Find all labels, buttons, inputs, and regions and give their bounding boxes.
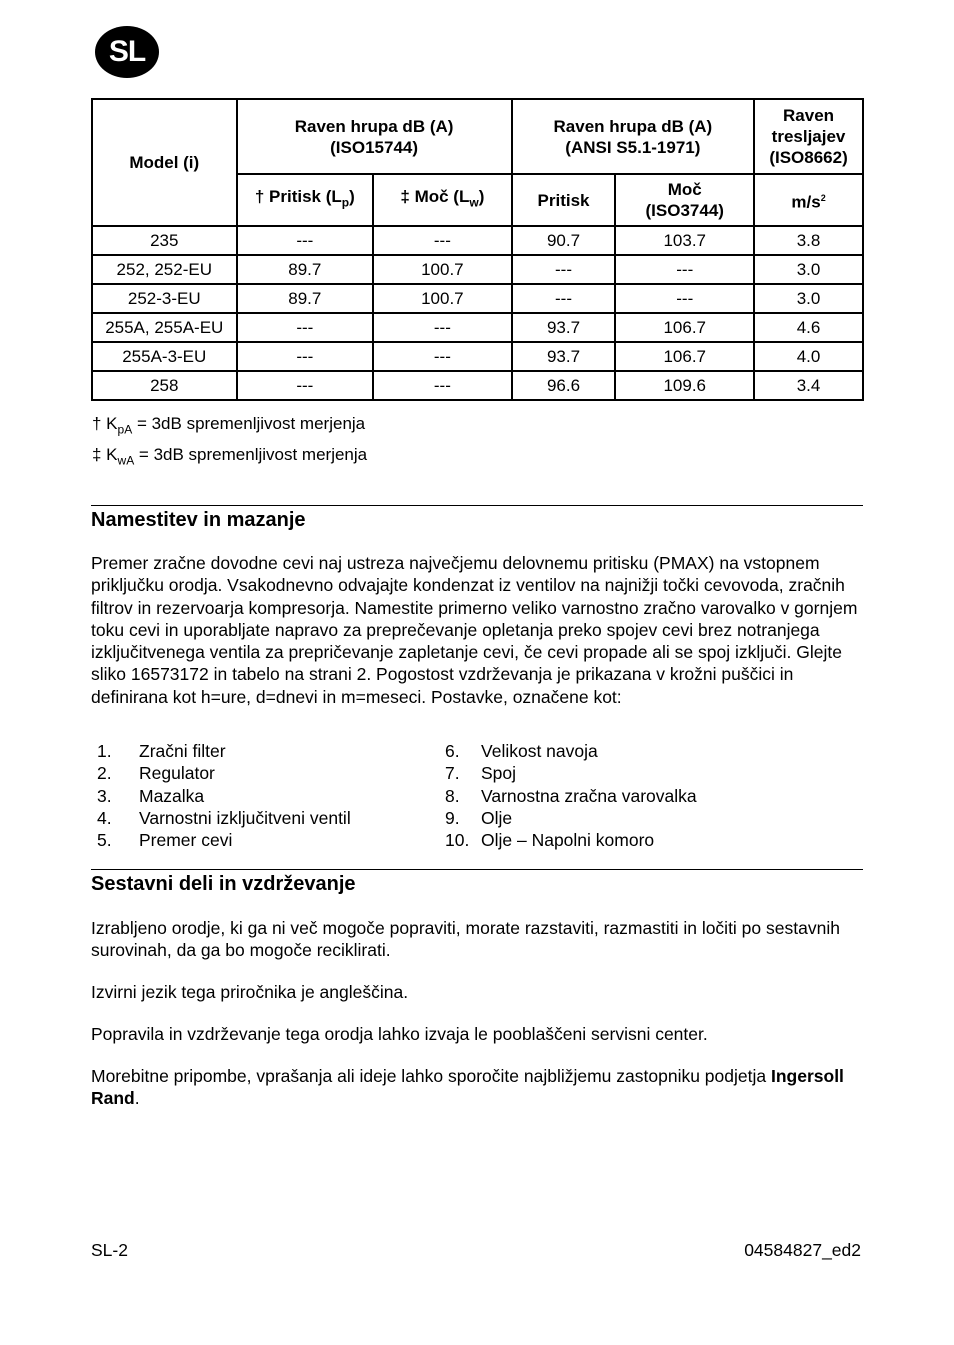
header-pressure-lp: † Pritisk $(L_p)$ (237, 174, 374, 226)
list-item: 1. Zračni filter (97, 741, 226, 761)
table-row (92, 371, 863, 400)
document-code: 04584827_ed2 (744, 1240, 861, 1260)
list-item: 10. Olje – Napolni komoro (445, 830, 655, 851)
table-row (92, 226, 863, 255)
cell-lw: --- (373, 313, 512, 342)
cell-power: 106.7 (615, 342, 754, 371)
table-footnotes (92, 411, 367, 474)
parts-list-left (97, 740, 427, 851)
list-item: 8. Varnostna zračna varovalka (445, 785, 697, 806)
header-power-iso3744: Moč (ISO3744) (615, 174, 754, 226)
cell-power: 109.6 (615, 371, 754, 400)
cell-power: 103.7 (615, 226, 754, 255)
language-badge: SL (95, 26, 159, 78)
cell-power: 106.7 (615, 313, 754, 342)
cell-pressure: 93.7 (512, 342, 616, 371)
list-item: 6. Velikost navoja (445, 741, 598, 761)
maintenance-paragraph-2: Izvirni jezik tega priročnika je angleščina. (91, 982, 409, 1002)
list-item: 5. Premer cevi (97, 830, 233, 851)
maintenance-paragraph-4: Morebitne pripombe, vprašanja ali ideje lahko sporočite najbližjemu zastopniku podjetja Ingersoll Rand. (91, 1066, 844, 1109)
cell-pressure: 96.6 (512, 371, 616, 400)
table-row (92, 342, 863, 371)
maintenance-paragraph-3: Popravila in vzdrževanje tega orodja lahko izvaja le pooblaščeni servisni center. (91, 1024, 708, 1044)
cell-model: 252, 252-EU (92, 255, 237, 284)
parts-list-right (445, 740, 845, 851)
list-item: 7. Spoj (445, 763, 517, 784)
footnote-kpa: † $K_{pA} = 3dB$ spremenljivost merjenja (92, 414, 366, 437)
cell-vibration: 3.0 (754, 255, 863, 284)
header-vibration: Raven tresljajev (ISO8662) (754, 99, 863, 174)
list-item: 3. Mazalka (97, 785, 205, 806)
cell-model: 255A, 255A-EU (92, 313, 237, 342)
cell-vibration: 4.0 (754, 342, 863, 371)
cell-vibration: 4.6 (754, 313, 863, 342)
cell-lp: 89.7 (237, 284, 374, 313)
cell-lp: --- (237, 371, 374, 400)
list-item: 2. Regulator (97, 763, 215, 784)
header-model: Model (i) (92, 99, 237, 226)
cell-lw: --- (373, 226, 512, 255)
table-row (92, 313, 863, 342)
company-name: Ingersoll Rand (91, 1066, 844, 1109)
cell-lw: --- (373, 342, 512, 371)
cell-vibration: 3.8 (754, 226, 863, 255)
cell-model: 258 (92, 371, 237, 400)
cell-model: 255A-3-EU (92, 342, 237, 371)
header-power-lw: ‡ Moč $(L_w)$ (373, 174, 512, 226)
table-row (92, 255, 863, 284)
cell-vibration: 3.4 (754, 371, 863, 400)
section-title-installation: Namestitev in mazanje (91, 509, 306, 531)
page-number: SL-2 (91, 1240, 128, 1260)
cell-pressure: 93.7 (512, 313, 616, 342)
cell-lp: --- (237, 342, 374, 371)
cell-lp: --- (237, 313, 374, 342)
cell-lw: 100.7 (373, 284, 512, 313)
header-ms2: $m/s^2$ (754, 174, 863, 226)
installation-paragraph: Premer zračne dovodne cevi naj ustreza največjemu delovnemu pritisku (PMAX) na vstopnem priključku orodja. Vsakodnevno odvajajte kondenzat iz ventilov na najnižji točki cevovoda, zračnih filtrov in rezervoarja kompresorja. Namestite primerno veliko varnostno zračno varovalko v gornjem toku cevi in uporabljate napravo za preprečevanje opletanja preko spojev cevi brez notranjega izključitvenega ventila za prepričevanje zapletanje cevi, če cevi propade ali se spoj izključi. Glejte sliko 16573172 in tabelo na strani 2. Pogostost vzdrževanja je prikazana v krožni puščici in definirana kot h=ure, d=dnevi in m=meseci. Postavke, označene kot: (91, 553, 858, 707)
cell-power: --- (615, 255, 754, 284)
noise-vibration-table (91, 98, 864, 401)
section-title-maintenance: Sestavni deli in vzdrževanje (91, 873, 356, 895)
cell-model: 252-3-EU (92, 284, 237, 313)
table-row (92, 284, 863, 313)
cell-pressure: 90.7 (512, 226, 616, 255)
footnote-kwa: ‡ $K_{wA} = 3dB$ spremenljivost merjenja (92, 445, 368, 468)
cell-lw: --- (373, 371, 512, 400)
cell-lp: --- (237, 226, 374, 255)
cell-lw: 100.7 (373, 255, 512, 284)
maintenance-paragraph-1: Izrabljeno orodje, ki ga ni več mogoče popraviti, morate razstaviti, razmastiti in ločiti po sestavnih surovinah, da ga bo mogoče reciklirati. (91, 918, 840, 961)
cell-model: 235 (92, 226, 237, 255)
cell-lp: 89.7 (237, 255, 374, 284)
cell-vibration: 3.0 (754, 284, 863, 313)
header-noise-ansi: Raven hrupa dB (A) (ANSI S5.1-1971) (512, 99, 754, 174)
section-divider (91, 505, 863, 506)
cell-power: --- (615, 284, 754, 313)
list-item: 4. Varnostni izključitveni ventil (97, 807, 351, 828)
header-noise-iso: Raven hrupa dB (A) (ISO15744) (237, 99, 512, 174)
list-item: 9. Olje (445, 807, 513, 828)
cell-pressure: --- (512, 284, 616, 313)
cell-pressure: --- (512, 255, 616, 284)
section-divider (91, 869, 863, 870)
header-pressure: Pritisk (512, 174, 616, 226)
